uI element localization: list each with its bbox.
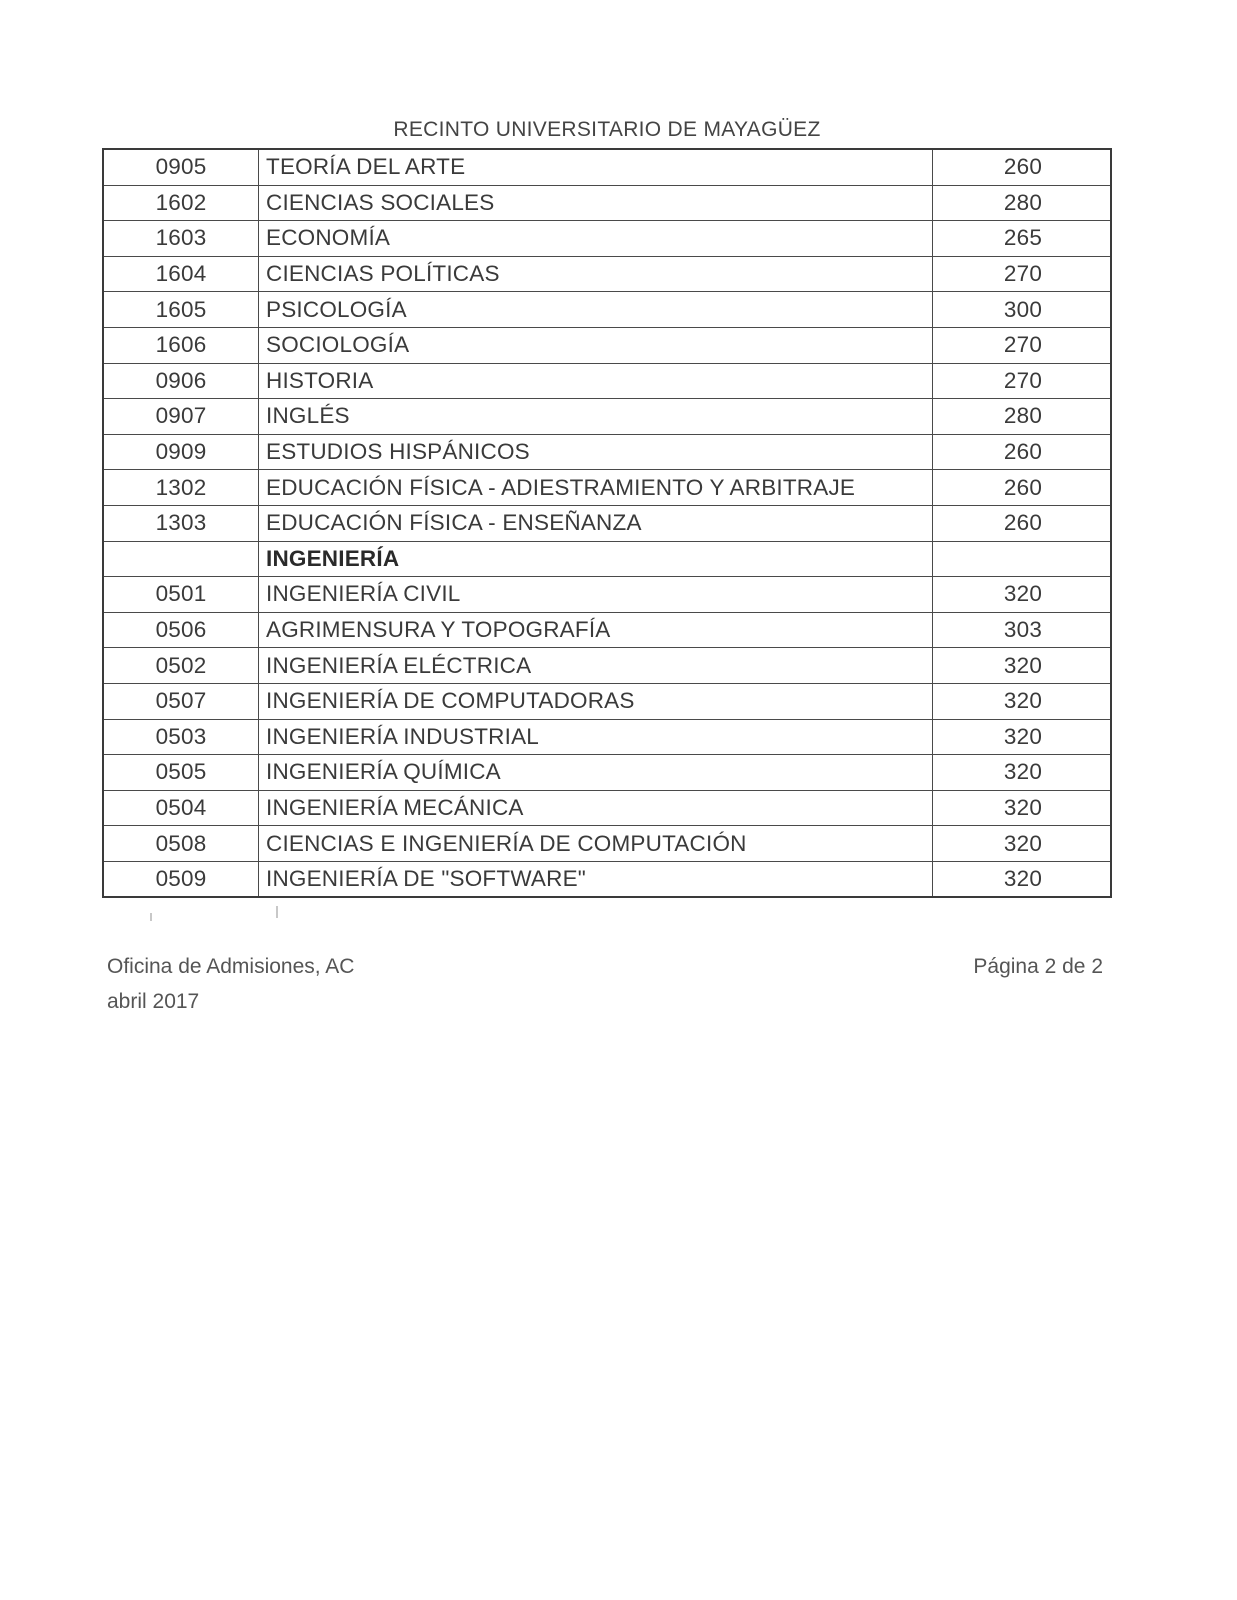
table-row bbox=[103, 434, 1111, 470]
table-row bbox=[103, 577, 1111, 613]
program-name-cell: INGENIERÍA INDUSTRIAL bbox=[259, 719, 933, 755]
program-code-cell: 1302 bbox=[103, 470, 259, 506]
program-name-cell: INGENIERÍA QUÍMICA bbox=[259, 755, 933, 791]
program-name-cell: TEORÍA DEL ARTE bbox=[259, 149, 933, 185]
table-row bbox=[103, 470, 1111, 506]
program-name-cell: INGENIERÍA bbox=[259, 541, 933, 577]
table-row bbox=[103, 327, 1111, 363]
min-score-cell: 303 bbox=[933, 612, 1112, 648]
program-code-cell: 0502 bbox=[103, 648, 259, 684]
min-score-cell: 320 bbox=[933, 648, 1112, 684]
table-row bbox=[103, 612, 1111, 648]
program-name-cell: INGENIERÍA DE COMPUTADORAS bbox=[259, 683, 933, 719]
page-number: Página 2 de 2 bbox=[973, 955, 1103, 978]
admission-scores-table bbox=[102, 148, 1112, 898]
table-row bbox=[103, 256, 1111, 292]
program-code-cell: 0505 bbox=[103, 755, 259, 791]
min-score-cell: 320 bbox=[933, 577, 1112, 613]
min-score-cell: 265 bbox=[933, 221, 1112, 257]
program-code-cell: 0503 bbox=[103, 719, 259, 755]
table-body bbox=[103, 149, 1111, 897]
footer-date: abril 2017 bbox=[107, 990, 200, 1013]
program-code-cell: 0507 bbox=[103, 683, 259, 719]
min-score-cell: 260 bbox=[933, 434, 1112, 470]
table-row bbox=[103, 363, 1111, 399]
program-code-cell: 1602 bbox=[103, 185, 259, 221]
program-code-cell: 1604 bbox=[103, 256, 259, 292]
program-name-cell: EDUCACIÓN FÍSICA - ADIESTRAMIENTO Y ARBITRAJE bbox=[259, 470, 933, 506]
program-name-cell: INGENIERÍA CIVIL bbox=[259, 577, 933, 613]
min-score-cell: 260 bbox=[933, 470, 1112, 506]
footer-office: Oficina de Admisiones, AC bbox=[107, 955, 355, 978]
table-row bbox=[103, 648, 1111, 684]
program-code-cell: 0504 bbox=[103, 790, 259, 826]
program-name-cell: ECONOMÍA bbox=[259, 221, 933, 257]
min-score-cell: 270 bbox=[933, 256, 1112, 292]
program-code-cell: 0501 bbox=[103, 577, 259, 613]
table-row bbox=[103, 292, 1111, 328]
page-title: RECINTO UNIVERSITARIO DE MAYAGÜEZ bbox=[393, 118, 821, 141]
table-row bbox=[103, 185, 1111, 221]
program-code-cell: 1603 bbox=[103, 221, 259, 257]
table-row bbox=[103, 861, 1111, 897]
min-score-cell: 320 bbox=[933, 861, 1112, 897]
min-score-cell: 280 bbox=[933, 399, 1112, 435]
min-score-cell: 320 bbox=[933, 826, 1112, 862]
min-score-cell: 320 bbox=[933, 790, 1112, 826]
min-score-cell: 280 bbox=[933, 185, 1112, 221]
program-code-cell: 0508 bbox=[103, 826, 259, 862]
min-score-cell: 260 bbox=[933, 505, 1112, 541]
table-row bbox=[103, 149, 1111, 185]
table-row bbox=[103, 221, 1111, 257]
section-header-row bbox=[103, 541, 1111, 577]
scan-speck bbox=[150, 913, 152, 921]
program-name-cell: ESTUDIOS HISPÁNICOS bbox=[259, 434, 933, 470]
table-row bbox=[103, 790, 1111, 826]
min-score-cell bbox=[933, 541, 1112, 577]
table-row bbox=[103, 399, 1111, 435]
program-code-cell: 0906 bbox=[103, 363, 259, 399]
min-score-cell: 320 bbox=[933, 719, 1112, 755]
program-code-cell: 0905 bbox=[103, 149, 259, 185]
min-score-cell: 320 bbox=[933, 683, 1112, 719]
table-row bbox=[103, 826, 1111, 862]
program-code-cell: 0909 bbox=[103, 434, 259, 470]
min-score-cell: 270 bbox=[933, 327, 1112, 363]
table-row bbox=[103, 683, 1111, 719]
program-name-cell: INGLÉS bbox=[259, 399, 933, 435]
table-row bbox=[103, 505, 1111, 541]
program-name-cell: INGENIERÍA MECÁNICA bbox=[259, 790, 933, 826]
program-code-cell: 0907 bbox=[103, 399, 259, 435]
min-score-cell: 300 bbox=[933, 292, 1112, 328]
program-code-cell: 0509 bbox=[103, 861, 259, 897]
min-score-cell: 320 bbox=[933, 755, 1112, 791]
scan-speck bbox=[276, 906, 278, 918]
min-score-cell: 270 bbox=[933, 363, 1112, 399]
table-row bbox=[103, 719, 1111, 755]
program-name-cell: CIENCIAS E INGENIERÍA DE COMPUTACIÓN bbox=[259, 826, 933, 862]
program-name-cell: EDUCACIÓN FÍSICA - ENSEÑANZA bbox=[259, 505, 933, 541]
min-score-cell: 260 bbox=[933, 149, 1112, 185]
program-name-cell: PSICOLOGÍA bbox=[259, 292, 933, 328]
program-name-cell: HISTORIA bbox=[259, 363, 933, 399]
program-name-cell: INGENIERÍA DE "SOFTWARE" bbox=[259, 861, 933, 897]
program-code-cell bbox=[103, 541, 259, 577]
program-code-cell: 1605 bbox=[103, 292, 259, 328]
program-name-cell: AGRIMENSURA Y TOPOGRAFÍA bbox=[259, 612, 933, 648]
program-code-cell: 0506 bbox=[103, 612, 259, 648]
program-code-cell: 1303 bbox=[103, 505, 259, 541]
program-code-cell: 1606 bbox=[103, 327, 259, 363]
table-row bbox=[103, 755, 1111, 791]
program-name-cell: SOCIOLOGÍA bbox=[259, 327, 933, 363]
program-name-cell: CIENCIAS SOCIALES bbox=[259, 185, 933, 221]
program-name-cell: INGENIERÍA ELÉCTRICA bbox=[259, 648, 933, 684]
program-name-cell: CIENCIAS POLÍTICAS bbox=[259, 256, 933, 292]
